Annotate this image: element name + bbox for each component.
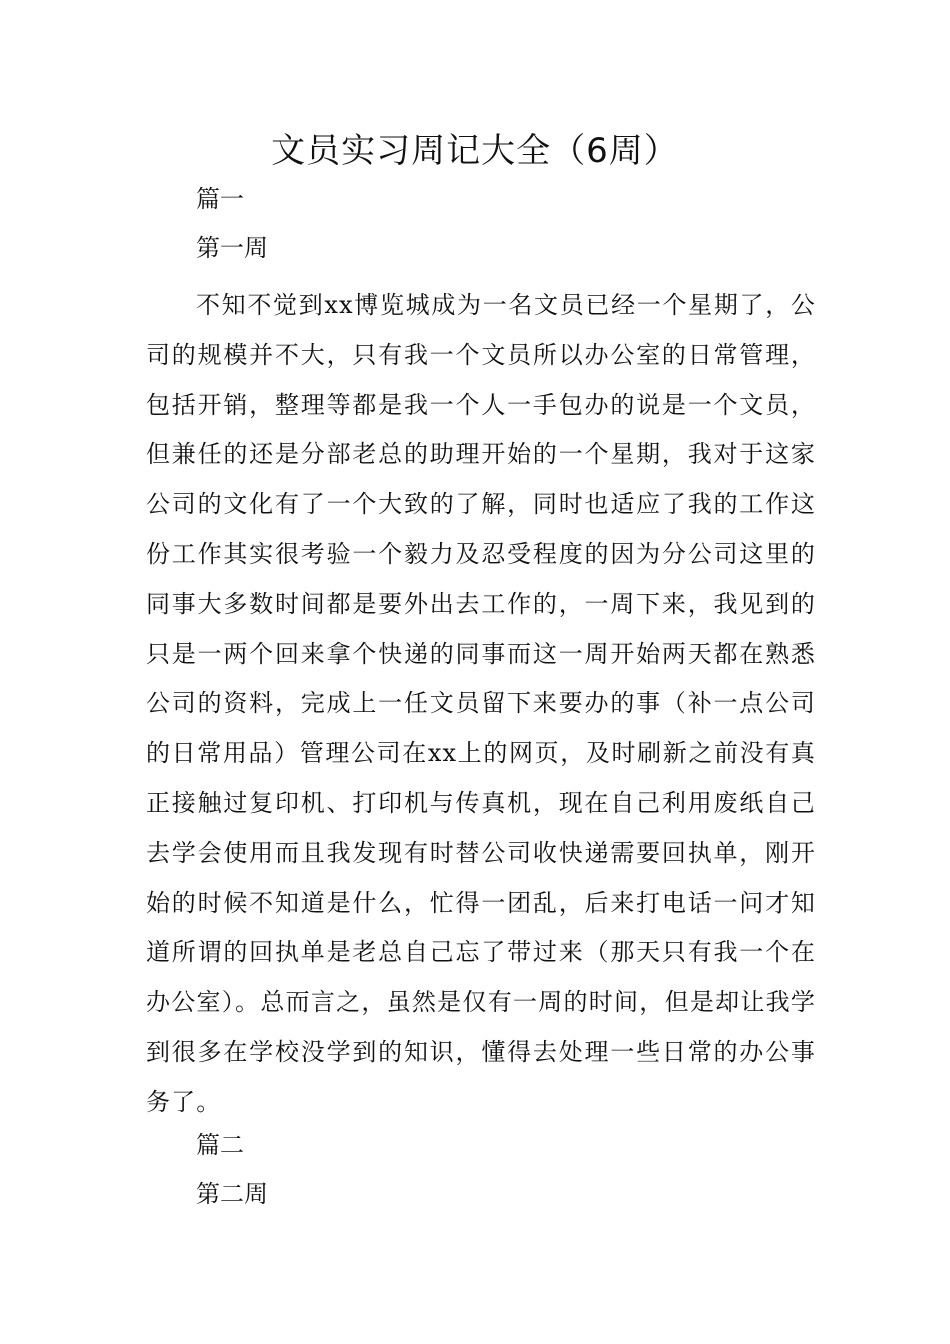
section-label-1: 篇一 [196, 185, 244, 213]
document-title: 文员实习周记大全（6周） [271, 131, 679, 171]
week-heading-1: 第一周 [196, 234, 268, 262]
section-label-2: 篇二 [196, 1131, 244, 1159]
week-1-paragraph: 不知不觉到xx博览城成为一名文员已经一个星期了，公司的规模并不大，只有我一个文员所以办公室的日常管理，包括开销，整理等都是我一个人一手包办的说是一个文员，但兼任的还是分部老总的助理开始的一个星期，我对于这家公司的文化有了一个大致的了解，同时也适应了我的工作这份工作其实很考验一个毅力及忍受程度的因为分公司这里的同事大多数时间都是要外出去工作的，一周下来，我见到的只是一两个回来拿个快递的同事而这一周开始两天都在熟悉公司的资料，完成上一任文员留下来要办的事（补一点公司的日常用品）管理公司在xx上的网页，及时刷新之前没有真正接触过复印机、打印机与传真机，现在自己利用废纸自己去学会使用而且我发现有时替公司收快递需要回执单，刚开始的时候不知道是什么，忙得一团乱，后来打电话一问才知道所谓的回执单是老总自己忘了带过来（那天只有我一个在办公室）。总而言之，虽然是仅有一周的时间，但是却让我学到很多在学校没学到的知识，懂得去处理一些日常的办公事务了。 [146, 291, 816, 1116]
week-heading-2: 第二周 [196, 1180, 268, 1208]
